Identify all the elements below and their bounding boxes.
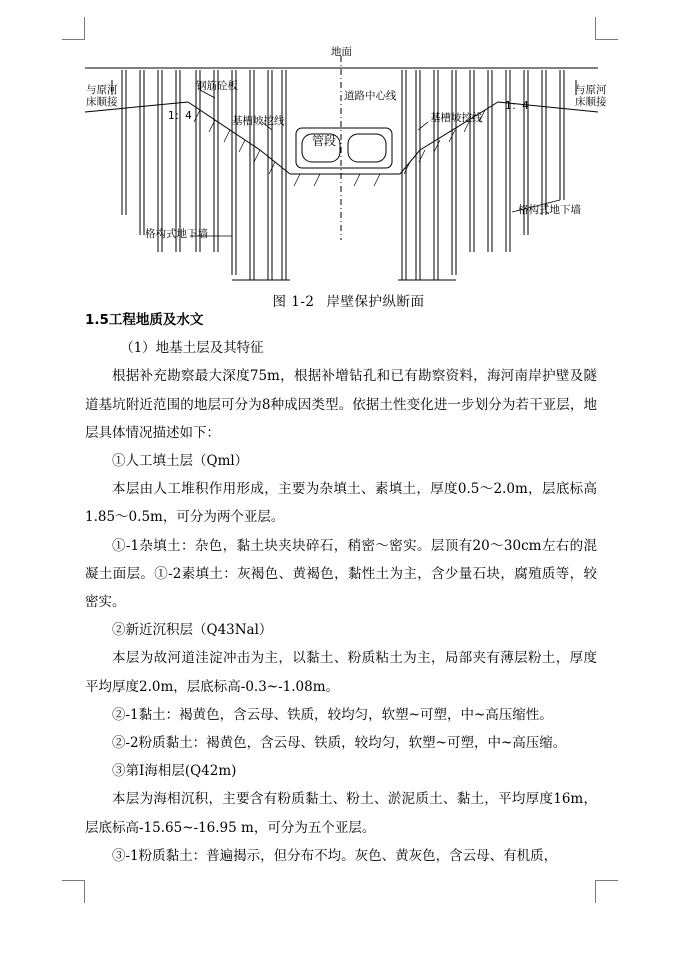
left-connect-label: 与原河床顺接 (86, 84, 118, 108)
slope-right-label: 1：4 (505, 100, 529, 112)
margin-corner-mark (62, 17, 85, 40)
section-heading: 1.5工程地质及水文 (85, 312, 204, 328)
paragraph: 本层为故河道洼淀冲击为主，以黏土、粉质粘土为主，局部夹有薄层粉土，厚度平均厚度2.0m，层底标高-0.3~-1.08m。 (85, 650, 597, 695)
trench-right-label: 基槽坡挖线 (430, 112, 483, 124)
lattice-right-label: 格构式地下墙 (518, 204, 581, 216)
road-center-label: 道路中心线 (344, 90, 397, 102)
paragraph: ①-1杂填土：杂色，黏土块夹块碎石，稍密～密实。层顶有20～30cm左右的混凝土面层。①-2素填土：灰褐色、黄褐色，黏性土为主，含少量石块，腐殖质等，较密实。 (85, 537, 597, 611)
paragraph: ②新近沉积层（Q43Nal） (112, 622, 273, 639)
lattice-wall-left (112, 70, 290, 280)
paragraph: ③-1粉质黏土：普遍揭示，但分布不均。灰色、黄灰色，含云母、有机质， (112, 847, 558, 864)
margin-corner-mark (595, 880, 618, 903)
ground-label: 地面 (331, 46, 352, 58)
sub-heading: （1）地基土层及其特征 (120, 340, 264, 357)
lattice-left-label: 格构式地下墙 (145, 228, 208, 240)
pipe-section-label: 管段 (312, 134, 337, 148)
margin-corner-mark (595, 17, 618, 40)
caption-number: 图 1-2 (272, 294, 315, 310)
slope-left-label: 1：4 (168, 110, 192, 122)
trench-left-label: 基槽坡挖线 (232, 115, 285, 127)
right-connect-label: 与原河床顺接 (575, 84, 607, 108)
cross-section-figure (0, 40, 697, 290)
paragraph: 本层为海相沉积，主要含有粉质黏土、粉土、淤泥质土、黏土，平均厚度16m，层底标高-15.65~-16.95 m，可分为五个亚层。 (85, 791, 597, 836)
body-text (85, 306, 597, 870)
paragraph: ③第Ⅰ海相层(Q42m) (112, 763, 237, 780)
sheet-pile-label: 钢筋砼板 (196, 80, 238, 92)
cross-section-drawing (0, 40, 697, 290)
caption-title: 岸壁保护纵断面 (326, 294, 425, 310)
paragraph: ②-1黏土：褐黄色，含云母、铁质，较均匀，软塑~可塑，中~高压缩性。 (112, 706, 553, 723)
paragraph: ①人工填土层（Qml） (112, 453, 249, 470)
paragraph: 根据补充勘察最大深度75m，根据补增钻孔和已有勘察资料，海河南岸护壁及隧道基坑附近范围的地层可分为8种成因类型。依据土性变化进一步划分为若干亚层，地层具体情况描述如下： (85, 368, 597, 441)
lattice-wall-right (398, 70, 576, 280)
margin-corner-mark (62, 880, 85, 903)
paragraph: 本层由人工堆积作用形成，主要为杂填土、素填土，厚度0.5～2.0m，层底标高1.85～0.5m，可分为两个亚层。 (85, 481, 597, 526)
paragraph: ②-2粉质黏土：褐黄色，含云母、铁质，较均匀，软塑~可塑，中~高压缩。 (112, 735, 567, 752)
